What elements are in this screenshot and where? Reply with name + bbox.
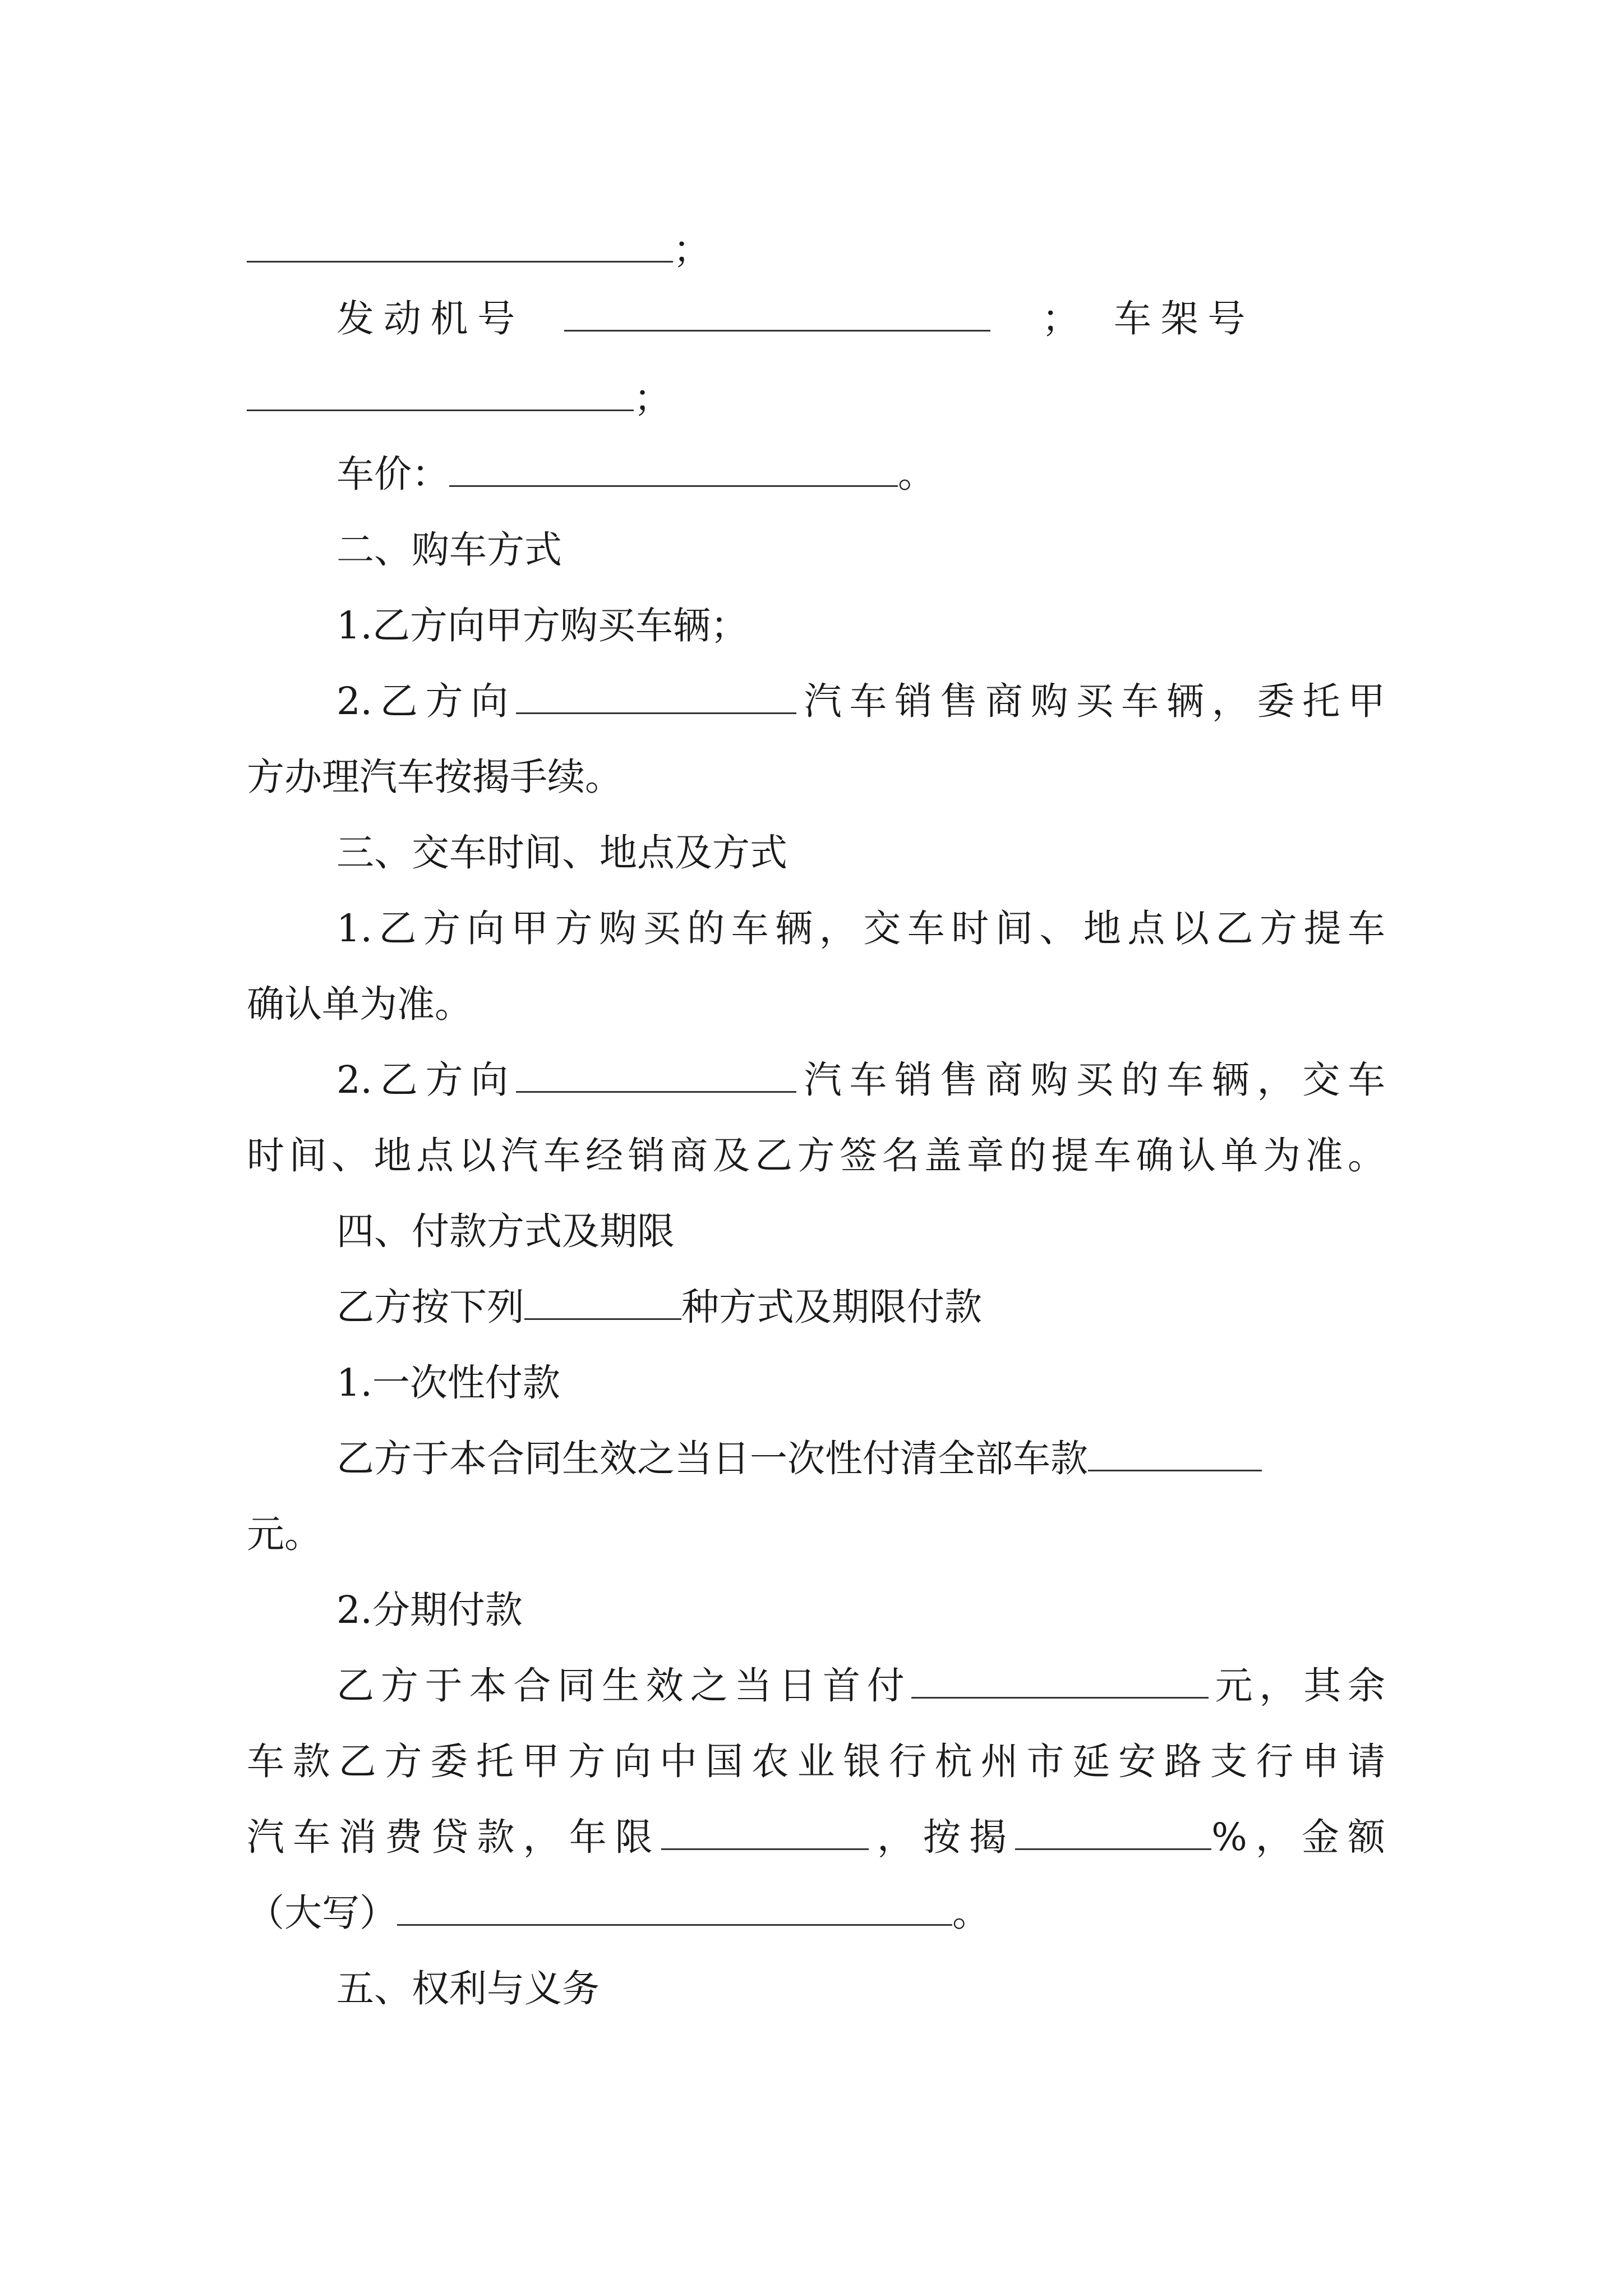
blank-field [247, 227, 673, 263]
paragraph-line: 时间、地点以汽车经销商及乙方签名盖章的提车确认单为准。 [247, 1134, 1385, 1177]
line-price: 车价： 。 [336, 452, 935, 496]
paragraph-line: 乙方按下列 种方式及期限付款 [336, 1285, 982, 1329]
paragraph-line: 1.乙方向甲方购买的车辆，交车时间、地点以乙方提车 [336, 907, 1385, 950]
dealer-blank [516, 679, 796, 714]
full-payment-blank [1088, 1436, 1262, 1471]
paragraph-line: 2.乙方向 汽车销售商购买的车辆，交车 [336, 1058, 1385, 1102]
paragraph-line: 乙方于本合同生效之当日一次性付清全部车款 [336, 1430, 1385, 1487]
paragraph-line: 元。 [247, 1512, 322, 1556]
paragraph-line: 确认单为准。 [247, 982, 472, 1026]
paragraph-line: 乙方于本合同生效之当日首付 元，其余 [336, 1664, 1386, 1708]
paragraph-line: 2.乙方向 汽车销售商购买车辆，委托甲 [336, 679, 1385, 723]
engine-number-blank [564, 296, 990, 332]
paragraph-line: 车款乙方委托甲方向中国农业银行杭州市延安路支行申请 [247, 1740, 1385, 1783]
mortgage-percent-blank [1015, 1815, 1211, 1850]
section-heading: 四、付款方式及期限 [336, 1209, 675, 1253]
paragraph-line: 汽车消费贷款，年限 ，按揭 %，金额 [247, 1815, 1386, 1859]
section-heading: 二、购车方式 [336, 528, 562, 572]
frame-number-blank [247, 376, 634, 411]
line-frame-blank: ； [247, 370, 1385, 426]
paragraph-line: （大写） 。 [247, 1891, 990, 1935]
payment-option-blank [524, 1285, 681, 1320]
paragraph-line: 方办理汽车按揭手续。 [247, 755, 623, 799]
dealer-blank [516, 1057, 796, 1093]
section-heading: 三、交车时间、地点及方式 [336, 831, 787, 875]
amount-uppercase-blank [397, 1890, 952, 1926]
price-blank [449, 452, 898, 487]
price-label: 车价： [336, 452, 449, 496]
frame-number-label: 车架号 [1113, 297, 1255, 341]
engine-number-label: 发动机号 [336, 297, 524, 341]
paragraph-line: 1.一次性付款 [336, 1361, 560, 1405]
line-engine-frame: 发动机号 ； 车架号 [336, 297, 1255, 341]
paragraph-line: 2.分期付款 [336, 1588, 523, 1632]
paragraph-line: 1.乙方向甲方购买车辆； [336, 604, 748, 647]
line-blank-end: ； [247, 222, 1385, 278]
loan-term-blank [661, 1815, 869, 1850]
down-payment-blank [911, 1663, 1209, 1699]
section-heading: 五、权利与义务 [336, 1967, 600, 2010]
